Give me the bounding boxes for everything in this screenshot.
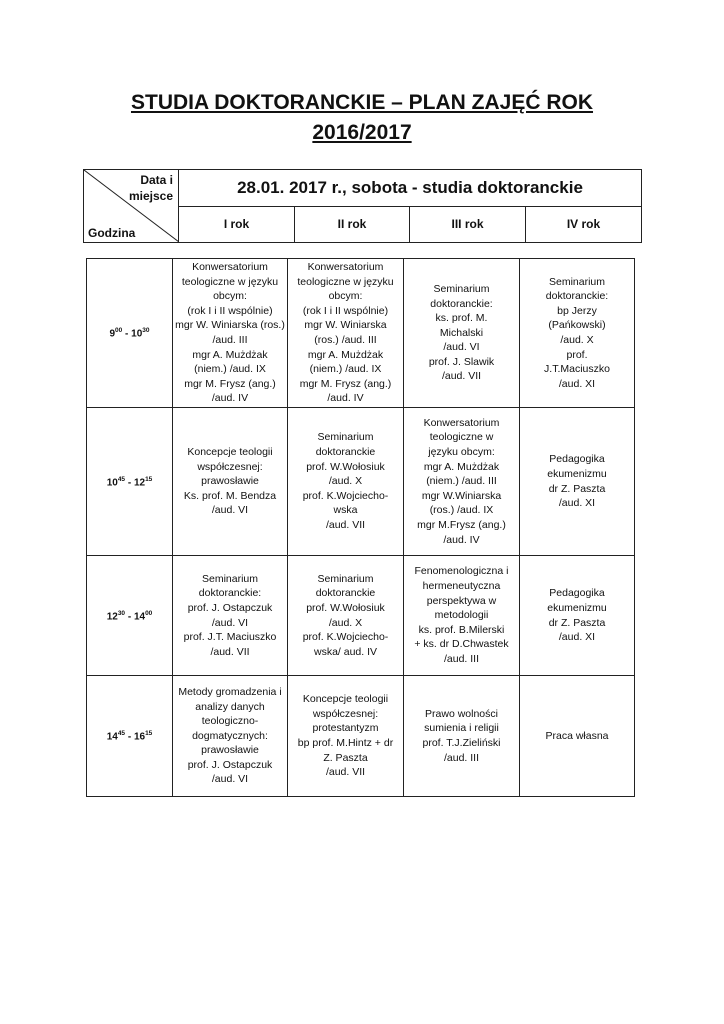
schedule-cell: Pedagogika ekumenizmu dr Z. Paszta /aud. XI [520,556,635,676]
schedule-table [86,258,635,797]
hour-label: Godzina [88,226,136,240]
time-slot: $12^{30} - 14^{00}$ [87,556,173,676]
schedule-cell: Praca własna [520,676,635,797]
schedule-cell: Seminarium doktoranckie: prof. J. Ostapczuk /aud. VI prof. J.T. Maciuszko /aud. VII [173,556,288,676]
table-row [87,259,635,408]
schedule-cell: Konwersatorium teologiczne w języku obcym: (rok I i II wspólnie) mgr W. Winiarska (ros.) /aud. III mgr A. Mużdżak (niem.) /aud. IX mgr M. Frysz (ang.) /aud. IV [288,259,404,408]
title-line-2: 2016/2017 [312,121,412,144]
schedule-cell: Seminarium doktoranckie: bp Jerzy (Pańkowski) /aud. X prof. J.T.Maciuszko /aud. XI [520,259,635,408]
title-line-1: STUDIA DOKTORANCKIE – PLAN ZAJĘĆ ROK [130,91,594,114]
schedule-cell: Seminarium doktoranckie: ks. prof. M. Michalski /aud. VI prof. J. Slawik /aud. VII [404,259,520,408]
year-header-3: III rok [410,206,526,243]
diagonal-header-cell [84,170,179,243]
schedule-cell: Pedagogika ekumenizmu dr Z. Paszta /aud. XI [520,408,635,556]
header-table [83,169,642,243]
schedule-cell: Konwersatorium teologiczne w języku obcym: (rok I i II wspólnie) mgr W. Winiarska (ros.) /aud. III mgr A. Mużdżak (niem.) /aud. IX mgr M. Frysz (ang.) /aud. IV [173,259,288,408]
time-slot: $9^{00} - 10^{30}$ [87,259,173,408]
year-header-4: IV rok [526,206,642,243]
date-place-label: Data i miejsce [128,173,173,203]
year-header-1: I rok [179,206,295,243]
schedule-cell: Seminarium doktoranckie prof. W.Wołosiuk /aud. X prof. K.Wojciecho- wska/ aud. IV [288,556,404,676]
schedule-cell: Metody gromadzenia i analizy danych teologiczno- dogmatycznych: prawosławie prof. J. Ostapczuk /aud. VI [173,676,288,797]
table-row [87,556,635,676]
schedule-cell: Seminarium doktoranckie prof. W.Wołosiuk /aud. X prof. K.Wojciecho- wska /aud. VII [288,408,404,556]
table-row [87,408,635,556]
table-row [87,676,635,797]
page-title [0,88,724,148]
schedule-cell: Koncepcje teologii współczesnej: prawosławie Ks. prof. M. Bendza /aud. VI [173,408,288,556]
schedule-cell: Koncepcje teologii współczesnej: protestantyzm bp prof. M.Hintz + dr Z. Paszta /aud. VII [288,676,404,797]
schedule-cell: Konwersatorium teologiczne w języku obcym: mgr A. Mużdżak (niem.) /aud. III mgr W.Winiarska (ros.) /aud. IX mgr M.Frysz (ang.) /aud. IV [404,408,520,556]
schedule-cell: Fenomenologiczna i hermeneutyczna perspektywa w metodologii ks. prof. B.Milerski + ks. dr D.Chwastek /aud. III [404,556,520,676]
schedule-cell: Prawo wolności sumienia i religii prof. T.J.Zieliński /aud. III [404,676,520,797]
date-header: 28.01. 2017 r., sobota - studia doktoranckie [179,170,642,207]
time-slot: $14^{45} - 16^{15}$ [87,676,173,797]
time-slot: $10^{45} - 12^{15}$ [87,408,173,556]
year-header-2: II rok [295,206,410,243]
